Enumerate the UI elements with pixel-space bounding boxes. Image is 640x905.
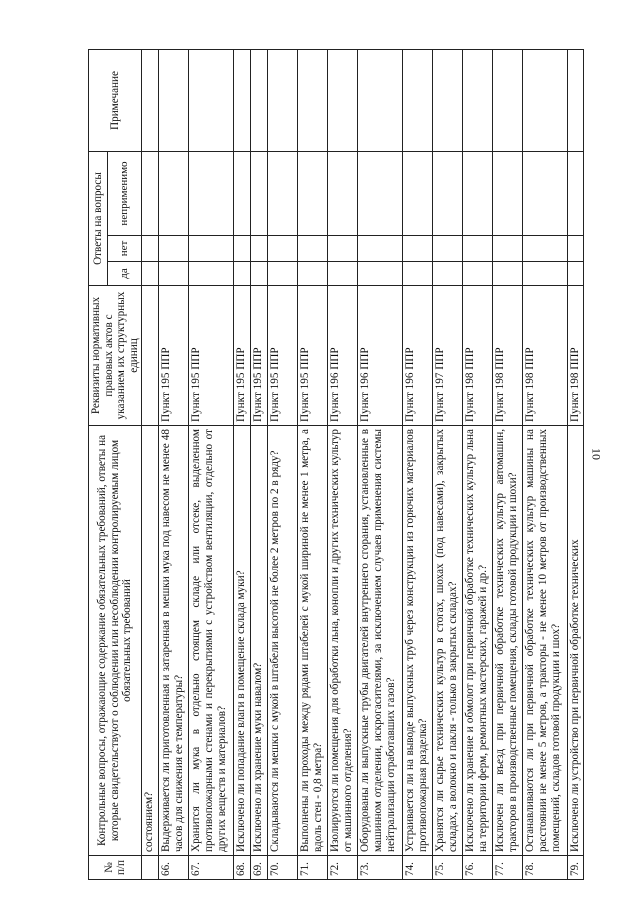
row-number [142,856,159,880]
row-answer-yes [159,262,189,286]
row-question: Выдерживается ли приготовленная и затаренная в мешки мука под навесом не менее 48 часов для снижения ее температуры? [159,426,189,856]
row-number: 73. [358,856,403,880]
row-note [251,50,268,152]
row-question: Изолируются ли помещения для обработки льна, конопли и других технических культур от машинного отделения? [328,426,358,856]
row-answer-yes [433,262,463,286]
page-number: 10 [589,448,604,460]
row-answer-na [159,152,189,236]
row-number: 72. [328,856,358,880]
table-row [523,50,568,880]
row-requisite: Пункт 198 ППР [523,286,568,426]
row-answer-yes [189,262,234,286]
row-answer-no [463,236,493,262]
table-row [189,50,234,880]
row-number: 70. [268,856,298,880]
row-question: Оборудованы ли выпускные трубы двигателей внутреннего сгорания, установленные в машинном отделении, искрогасителями, за исключением случаев применения системы нейтрализации отработавших газов? [358,426,403,856]
num-header: № п/п [89,856,142,880]
row-requisite: Пункт 196 ППР [358,286,403,426]
row-answer-no [568,236,584,262]
table-row [298,50,328,880]
row-answer-yes [358,262,403,286]
na-header: неприменимо [108,152,142,236]
row-requisite: Пункт 195 ППР [268,286,298,426]
row-note [298,50,328,152]
row-answer-na [493,152,523,236]
row-note [142,50,159,152]
row-number: 79. [568,856,584,880]
row-answer-no [268,236,298,262]
row-question: Исключено ли хранение и обмолот при первичной обработке технических культур льна на территории ферм, ремонтных мастерских, гаражей и др.? [463,426,493,856]
row-answer-no [159,236,189,262]
table-row [568,50,584,880]
table-row [463,50,493,880]
row-note [463,50,493,152]
row-answer-na [358,152,403,236]
row-answer-na [328,152,358,236]
row-answer-no [433,236,463,262]
row-answer-yes [523,262,568,286]
row-answer-na [463,152,493,236]
row-note [234,50,251,152]
rotated-page [88,50,606,880]
row-answer-na [142,152,159,236]
row-answer-na [189,152,234,236]
no-header: нет [108,236,142,262]
table-row [268,50,298,880]
row-answer-na [403,152,433,236]
row-number: 77. [493,856,523,880]
row-note [159,50,189,152]
row-question: Останавливаются ли при первичной обработке технических культур машины на расстоянии не менее 5 метров, а тракторы - не менее 10 метров от производственных помещений, складов готовой продукции и шох? [523,426,568,856]
row-note [523,50,568,152]
row-number: 71. [298,856,328,880]
row-question: состоянием? [142,426,159,856]
row-note [328,50,358,152]
row-answer-no [251,236,268,262]
table-row [159,50,189,880]
question-header: Контрольные вопросы, отражающие содержание обязательных требований, ответы на которые свидетельствуют о соблюдении или несоблюдении контролируемым лицом обязательных требований [89,426,142,856]
row-answer-na [433,152,463,236]
row-answer-yes [251,262,268,286]
row-note [358,50,403,152]
row-note [433,50,463,152]
row-answer-no [493,236,523,262]
table-row [142,50,159,880]
row-note [268,50,298,152]
row-number: 74. [403,856,433,880]
table-row [251,50,268,880]
table-row [493,50,523,880]
row-requisite: Пункт 196 ППР [403,286,433,426]
row-answer-no [358,236,403,262]
row-answer-no [298,236,328,262]
table-row [234,50,251,880]
table-row [358,50,403,880]
row-number: 75. [433,856,463,880]
row-requisite [142,286,159,426]
row-question: Устраивается ли на выводе выпускных труб через конструкции из горючих материалов противопожарная разделка? [403,426,433,856]
table-row [328,50,358,880]
row-answer-no [328,236,358,262]
row-note [189,50,234,152]
answers-header: Ответы на вопросы [89,152,108,286]
row-question: Исключено ли попадание влаги в помещение склада муки? [234,426,251,856]
row-answer-yes [298,262,328,286]
row-answer-na [568,152,584,236]
row-answer-no [523,236,568,262]
row-answer-yes [142,262,159,286]
checklist-table [88,49,584,880]
row-question: Исключено ли хранение муки навалом? [251,426,268,856]
row-requisite: Пункт 198 ППР [568,286,584,426]
row-number: 66. [159,856,189,880]
row-note [403,50,433,152]
row-requisite: Пункт 196 ППР [328,286,358,426]
row-number: 68. [234,856,251,880]
row-question: Складываются ли мешки с мукой в штабели высотой не более 2 метров по 2 в ряду? [268,426,298,856]
row-answer-yes [268,262,298,286]
note-header: Примечание [89,50,142,152]
row-note [493,50,523,152]
table-row [403,50,433,880]
row-number: 69. [251,856,268,880]
row-answer-na [234,152,251,236]
row-note [568,50,584,152]
row-answer-no [403,236,433,262]
row-answer-na [298,152,328,236]
row-answer-yes [403,262,433,286]
row-requisite: Пункт 195 ППР [234,286,251,426]
table-row [433,50,463,880]
row-answer-na [251,152,268,236]
requisites-header: Реквизиты нормативных правовых актов с указанием их структурных единиц [89,286,142,426]
header-row [89,50,108,880]
row-question: Исключено ли устройство при первичной обработке технических [568,426,584,856]
row-requisite: Пункт 198 ППР [463,286,493,426]
row-answer-na [523,152,568,236]
row-question: Хранятся ли сырье технических культур в стогах, шохах (под навесами), закрытых складах, а волокно и пакля - только в закрытых складах? [433,426,463,856]
row-question: Хранится ли мука в отдельно стоящем складе или отсеке, выделенном противопожарными стенами и перекрытиями с устройством вентиляции, отдельно от других веществ и материалов? [189,426,234,856]
row-requisite: Пункт 195 ППР [251,286,268,426]
row-requisite: Пункт 195 ППР [298,286,328,426]
row-number: 78. [523,856,568,880]
row-answer-no [234,236,251,262]
row-answer-yes [328,262,358,286]
table-body [142,50,584,880]
row-requisite: Пункт 197 ППР [433,286,463,426]
row-requisite: Пункт 198 ППР [493,286,523,426]
row-requisite: Пункт 195 ППР [159,286,189,426]
row-answer-yes [463,262,493,286]
row-number: 67. [189,856,234,880]
row-answer-na [268,152,298,236]
yes-header: да [108,262,142,286]
row-question: Выполнены ли проходы между рядами штабелей с мукой шириной не менее 1 метра, а вдоль стен - 0,8 метра? [298,426,328,856]
row-requisite: Пункт 195 ППР [189,286,234,426]
row-answer-yes [234,262,251,286]
row-question: Исключен ли въезд при первичной обработке технических культур автомашин, тракторов в производственные помещения, склады готовой продукции и шохи? [493,426,523,856]
row-answer-no [142,236,159,262]
row-answer-no [189,236,234,262]
row-answer-yes [493,262,523,286]
row-answer-yes [568,262,584,286]
row-number: 76. [463,856,493,880]
